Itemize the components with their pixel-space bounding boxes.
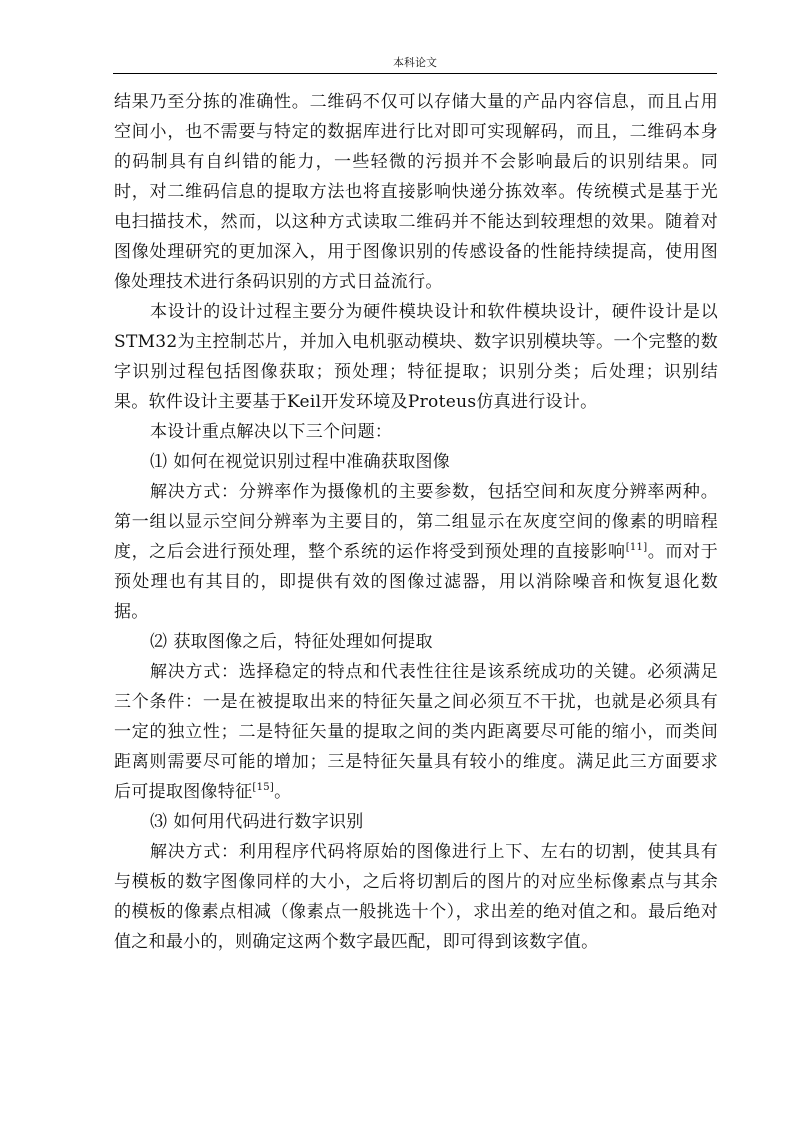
paragraph-4	[114, 477, 718, 627]
paragraph-5-tail: 。	[274, 782, 292, 802]
list-item-text: 获取图像之后，特征处理如何提取	[173, 632, 433, 652]
paragraph-5	[114, 657, 718, 807]
running-header: 本科论文	[393, 56, 437, 69]
paragraph-2: 本设计的设计过程主要分为硬件模块设计和软件模块设计，硬件设计是以STM32为主控制芯片，并加入电机驱动模块、数字识别模块等。一个完整的数字识别过程包括图像获取；预处理；特征提取；识别分类；后处理；识别结果。软件设计主要基于Keil开发环境及Proteus仿真进行设计。	[114, 302, 718, 412]
paragraph-4-text: 解决方式：分辨率作为摄像机的主要参数，包括空间和灰度分辨率两种。第一组以显示空间分辨率为主要目的，第二组显示在灰度空间的像素的明暗程度，之后会进行预处理，整个系统的运作将受到预处理的直接影响	[114, 482, 718, 562]
paragraph-4-tail: 。而对于预处理也有其目的，即提供有效的图像过滤器，用以消除噪音和恢复退化数据。	[114, 542, 718, 622]
citation-11: [11]	[625, 542, 648, 553]
header-rule	[113, 73, 717, 74]
paragraph-1: 结果乃至分拣的准确性。二维码不仅可以存储大量的产品内容信息，而且占用空间小，也不需要与特定的数据库进行比对即可实现解码，而且，二维码本身的码制具有自纠错的能力，一些轻微的污损并不会影响最后的识别结果。同时，对二维码信息的提取方法也将直接影响快递分拣效率。传统模式是基于光电扫描技术，然而，以这种方式读取二维码并不能达到较理想的效果。随着对图像处理研究的更加深入，用于图像识别的传感设备的性能持续提高，使用图像处理技术进行条码识别的方式日益流行。	[114, 92, 718, 292]
paragraph-6: 解决方式：利用程序代码将原始的图像进行上下、左右的切割，使其具有与模板的数字图像同样的大小，之后将切割后的图片的对应坐标像素点与其余的模板的像素点相减（像素点一般挑选十个），求出差的绝对值之和。最后绝对值之和最小的，则确定这两个数字最匹配，即可得到该数字值。	[114, 842, 718, 952]
body-text	[114, 87, 718, 957]
list-item-number: ⑵	[150, 632, 168, 652]
list-item-1	[114, 447, 718, 477]
list-item-text: 如何在视觉识别过程中准确获取图像	[173, 452, 451, 472]
paragraph-3: 本设计重点解决以下三个问题：	[150, 422, 393, 442]
list-item-3	[114, 807, 718, 837]
list-item-text: 如何用代码进行数字识别	[173, 812, 364, 832]
list-item-2	[114, 627, 718, 657]
list-item-number: ⑴	[150, 452, 168, 472]
paragraph-5-text: 解决方式：选择稳定的特点和代表性往往是该系统成功的关键。必须满足三个条件：一是在被提取出来的特征矢量之间必须互不干扰，也就是必须具有一定的独立性；二是特征矢量的提取之间的类内距离要尽可能的缩小，而类间距离则需要尽可能的增加；三是特征矢量具有较小的维度。满足此三方面要求后可提取图像特征	[114, 662, 718, 802]
list-item-number: ⑶	[150, 812, 168, 832]
citation-15: [15]	[252, 782, 275, 793]
